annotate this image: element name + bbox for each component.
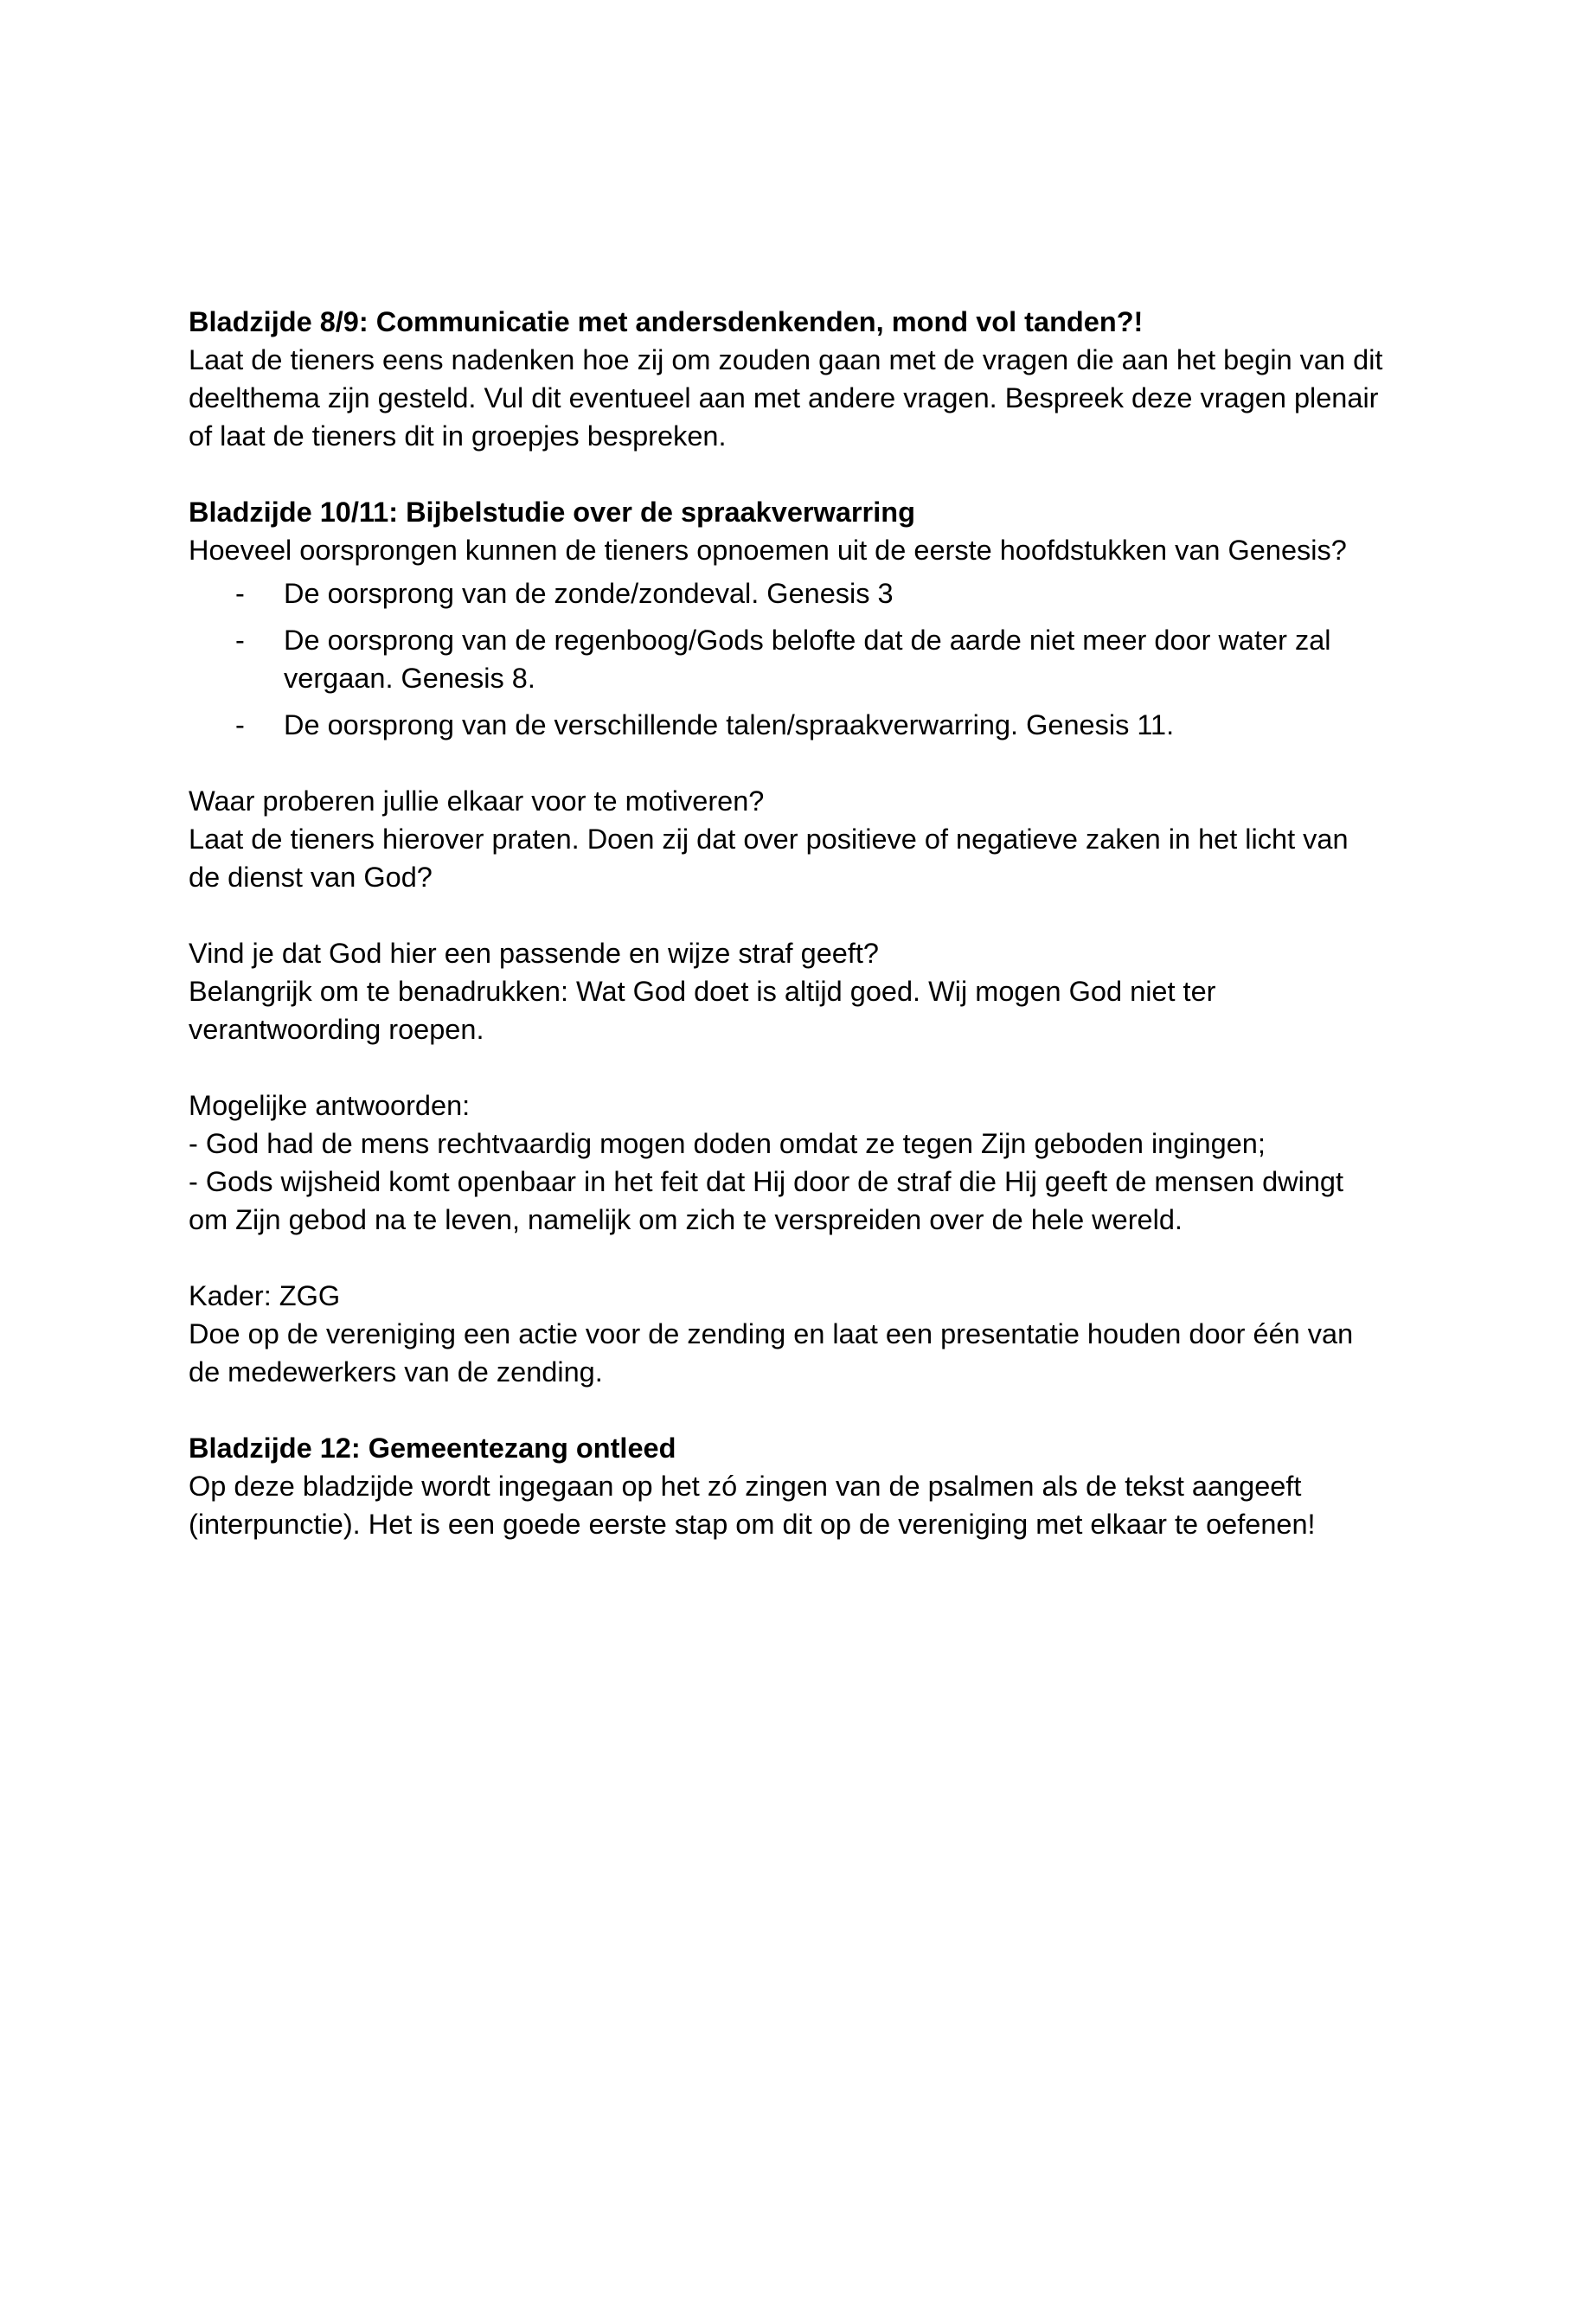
dash-bullet: - [235,578,245,609]
list-item-text: De oorsprong van de zonde/zondeval. Genesis 3 [284,578,894,609]
origins-list [189,574,1434,744]
paragraph-line: Belangrijk om te benadrukken: Wat God doet is altijd goed. Wij mogen God niet ter [189,976,1216,1007]
paragraph-line: - Gods wijsheid komt openbaar in het feit dat Hij door de straf die Hij geeft de mensen dwingt [189,1166,1344,1197]
paragraph-line: de dienst van God? [189,862,433,893]
paragraph-line: of laat de tieners dit in groepjes bespreken. [189,420,727,452]
paragraph-line: de medewerkers van de zending. [189,1356,603,1388]
list-item-text: De oorsprong van de verschillende talen/spraakverwarring. Genesis 11. [284,709,1175,740]
block-punishment [189,934,1434,1048]
list-item-text: De oorsprong van de regenboog/Gods belofte dat de aarde niet meer door water zal [284,625,1331,656]
paragraph-line: (interpunctie). Het is een goede eerste stap om dit op de vereniging met elkaar te oefenen! [189,1509,1316,1540]
paragraph-line: - God had de mens rechtvaardig mogen doden omdat ze tegen Zijn geboden ingingen; [189,1128,1266,1159]
paragraph-line: Laat de tieners eens nadenken hoe zij om zouden gaan met de vragen die aan het begin van dit [189,344,1383,375]
paragraph-line: Mogelijke antwoorden: [189,1090,471,1121]
section-communicatie [189,303,1434,455]
section-heading: Bladzijde 8/9: Communicatie met andersdenkenden, mond vol tanden?! [189,306,1144,337]
section-gemeentezang [189,1429,1434,1543]
section-heading: Bladzijde 10/11: Bijbelstudie over de spraakverwarring [189,497,915,528]
list-item [189,706,1434,744]
section-bijbelstudie [189,493,1434,744]
paragraph-line: verantwoording roepen. [189,1014,484,1045]
paragraph-line: Hoeveel oorsprongen kunnen de tieners opnoemen uit de eerste hoofdstukken van Genesis? [189,535,1347,566]
paragraph-line: om Zijn gebod na te leven, namelijk om zich te verspreiden over de hele wereld. [189,1204,1183,1235]
section-heading: Bladzijde 12: Gemeentezang ontleed [189,1433,676,1464]
paragraph-line: Doe op de vereniging een actie voor de zending en laat een presentatie houden door één van [189,1318,1354,1349]
list-item [189,574,1434,612]
paragraph-line: Vind je dat God hier een passende en wijze straf geeft? [189,938,879,969]
block-kader [189,1277,1434,1391]
document-page [189,303,1434,1581]
paragraph-line: Op deze bladzijde wordt ingegaan op het zó zingen van de psalmen als de tekst aangeeft [189,1471,1302,1502]
paragraph-line: Kader: ZGG [189,1280,341,1311]
paragraph-line: Waar proberen jullie elkaar voor te motiveren? [189,785,765,817]
list-item [189,621,1434,697]
dash-bullet: - [235,625,245,656]
block-answers [189,1086,1434,1239]
paragraph-line: deelthema zijn gesteld. Vul dit eventueel aan met andere vragen. Bespreek deze vragen plenair [189,382,1379,413]
block-motivate [189,782,1434,896]
list-item-text: vergaan. Genesis 8. [284,663,535,694]
dash-bullet: - [235,709,245,740]
paragraph-line: Laat de tieners hierover praten. Doen zij dat over positieve of negatieve zaken in het licht van [189,824,1349,855]
